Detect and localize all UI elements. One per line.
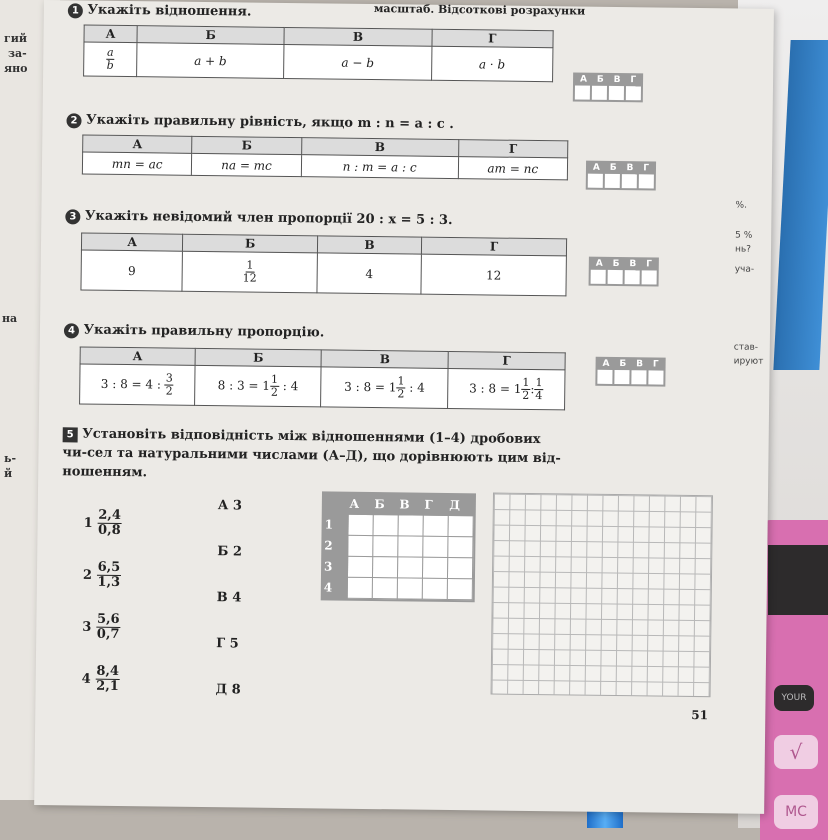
grid-cell[interactable] <box>422 578 447 599</box>
option-letter: Б <box>195 348 322 367</box>
answer-cell[interactable] <box>648 370 663 384</box>
option-letter: Б <box>183 234 318 253</box>
answer-cell[interactable] <box>614 370 629 384</box>
option-letter: Б <box>137 26 284 45</box>
answer-box: А Б В Г <box>589 257 659 287</box>
grid-cell[interactable] <box>397 578 422 599</box>
grid-cell[interactable] <box>422 557 447 578</box>
option-letter: А <box>84 25 137 43</box>
question-4 <box>64 322 325 341</box>
answer-option: Д 8 <box>215 682 241 698</box>
options-table <box>83 24 554 82</box>
answer-cell[interactable] <box>631 370 646 384</box>
mc-key: MC <box>774 795 818 829</box>
left-margin-text: на <box>2 312 18 325</box>
grid-cell[interactable] <box>373 536 398 557</box>
option-letter: Б <box>192 136 302 154</box>
question-text: Укажіть невідомий член пропорції 20 : x = 5 : 3. <box>84 208 453 229</box>
grid-cell[interactable] <box>347 556 372 577</box>
calculator-brand: YOUR <box>774 685 814 711</box>
option-value: n : m = a : c <box>301 155 458 179</box>
question-text: Укажіть відношення. <box>87 2 252 20</box>
grid-cell[interactable] <box>447 557 472 578</box>
question-2 <box>66 112 453 133</box>
answer-option: Г 5 <box>216 636 239 652</box>
option-letter: Г <box>448 351 565 369</box>
answer-option: В 4 <box>216 590 242 606</box>
option-letter: Г <box>458 140 568 158</box>
answer-box: А Б В Г <box>573 72 643 102</box>
answer-box: А Б В Г <box>595 357 665 387</box>
answer-cell[interactable] <box>626 86 641 100</box>
options-table <box>79 346 566 410</box>
option-value: $\frac{a}{b}$ <box>84 42 137 77</box>
left-margin-text: й <box>4 467 13 480</box>
option-value: 12 <box>421 254 566 296</box>
option-value: a + b <box>137 43 285 79</box>
ratio-item: 1 $\frac{2,4}{0,8}$ <box>83 507 122 539</box>
answer-cell[interactable] <box>588 174 603 188</box>
option-letter: В <box>322 350 449 369</box>
option-value: a − b <box>284 44 432 80</box>
question-text: Укажіть правильну пропорцію. <box>83 322 325 341</box>
option-letter: А <box>83 135 193 153</box>
grid-cell[interactable] <box>373 515 398 536</box>
option-value: na = mc <box>192 153 302 176</box>
option-value: 3 : 8 = 4 : $\frac{3}{2}$ <box>80 364 195 405</box>
question-number: 5 <box>63 427 78 442</box>
grid-cell[interactable] <box>448 515 473 536</box>
grid-cell[interactable] <box>397 557 422 578</box>
option-letter: Г <box>422 237 567 256</box>
option-value: 3 : 8 = 1 $\frac{1}{2}$ : 4 <box>321 367 448 409</box>
grid-cell[interactable] <box>423 515 448 536</box>
answer-cell[interactable] <box>608 270 623 284</box>
answer-cell[interactable] <box>597 370 612 384</box>
options-table <box>80 232 567 296</box>
option-letter: Г <box>432 29 554 47</box>
sqrt-key: √ <box>774 735 818 769</box>
question-3 <box>65 208 452 229</box>
question-text: Укажіть правильну рівність, якщо m : n = a : c . <box>85 112 454 133</box>
question-number: 3 <box>65 209 80 224</box>
grid-cell[interactable] <box>447 578 472 599</box>
answer-box: А Б В Г <box>586 161 656 191</box>
option-letter: В <box>301 138 458 157</box>
answer-cell[interactable] <box>625 270 640 284</box>
answer-option: Б 2 <box>217 544 243 560</box>
option-value: 9 <box>81 250 183 291</box>
grid-cell[interactable] <box>372 578 397 599</box>
question-number: 2 <box>66 113 81 128</box>
left-margin-text: гий <box>4 32 28 45</box>
chapter-title: масштаб. Відсоткові розрахунки <box>373 2 586 18</box>
question-number: 1 <box>68 3 83 18</box>
option-value: 4 <box>317 253 422 294</box>
grid-cell[interactable] <box>372 557 397 578</box>
right-margin-text: %. <box>735 200 748 211</box>
page-number: 51 <box>691 707 709 723</box>
grid-cell[interactable] <box>347 577 372 598</box>
scratch-grid[interactable] <box>491 493 713 698</box>
answer-cell[interactable] <box>639 174 654 188</box>
answer-cell[interactable] <box>609 86 624 100</box>
right-margin-text: нь? <box>734 244 752 255</box>
right-margin-text: 5 % <box>735 230 753 241</box>
answer-cell[interactable] <box>642 270 657 284</box>
right-margin-text: ируют <box>733 356 764 367</box>
answer-cell[interactable] <box>592 86 607 100</box>
option-value: 8 : 3 = 1 $\frac{1}{2}$ : 4 <box>195 365 322 407</box>
answer-option: А 3 <box>217 498 243 514</box>
option-value: $\frac{1}{12}$ <box>182 251 317 293</box>
calculator-screen <box>768 545 828 615</box>
question-1 <box>68 2 252 20</box>
ratio-item: 2 $\frac{6,5}{1,3}$ <box>82 559 121 591</box>
option-value: am = nc <box>458 157 568 180</box>
option-value: mn = ac <box>82 152 192 175</box>
left-margin-text: яно <box>4 62 28 75</box>
ratio-item: 4 $\frac{8,4}{2,1}$ <box>81 663 120 695</box>
grid-cell[interactable] <box>348 514 373 535</box>
grid-cell[interactable] <box>423 536 448 557</box>
option-value: 3 : 8 = 1 $\frac{1}{2}$ : $\frac{1}{4}$ <box>448 368 565 409</box>
grid-cell[interactable] <box>448 536 473 557</box>
matching-answer-grid: А Б В Г Д 1 2 3 4 <box>321 491 476 602</box>
left-margin-text: ь- <box>4 452 17 465</box>
option-letter: А <box>80 347 195 365</box>
ratio-item: 3 $\frac{5,6}{0,7}$ <box>82 611 120 643</box>
right-margin-text: став- <box>733 342 759 353</box>
option-value: a · b <box>431 46 553 81</box>
right-margin-text: уча- <box>734 264 755 275</box>
left-margin-text: за- <box>8 47 27 60</box>
question-number: 4 <box>64 323 79 338</box>
answer-cell[interactable] <box>575 85 590 99</box>
workbook-page <box>34 0 774 814</box>
question-text: Установіть відповідність між відношеннями (1–4) дробових чи-сел та натуральними числами (А–Д), що дорівнюють цим від-ношенням. <box>62 426 561 481</box>
answer-cell[interactable] <box>605 174 620 188</box>
option-letter: А <box>81 233 182 251</box>
options-table <box>82 134 568 180</box>
answer-cell[interactable] <box>622 174 637 188</box>
question-5 <box>62 424 563 487</box>
grid-cell[interactable] <box>398 536 423 557</box>
grid-cell[interactable] <box>398 515 423 536</box>
answer-cell[interactable] <box>591 270 606 284</box>
option-letter: В <box>317 236 421 254</box>
option-letter: В <box>284 27 431 46</box>
grid-cell[interactable] <box>348 535 373 556</box>
